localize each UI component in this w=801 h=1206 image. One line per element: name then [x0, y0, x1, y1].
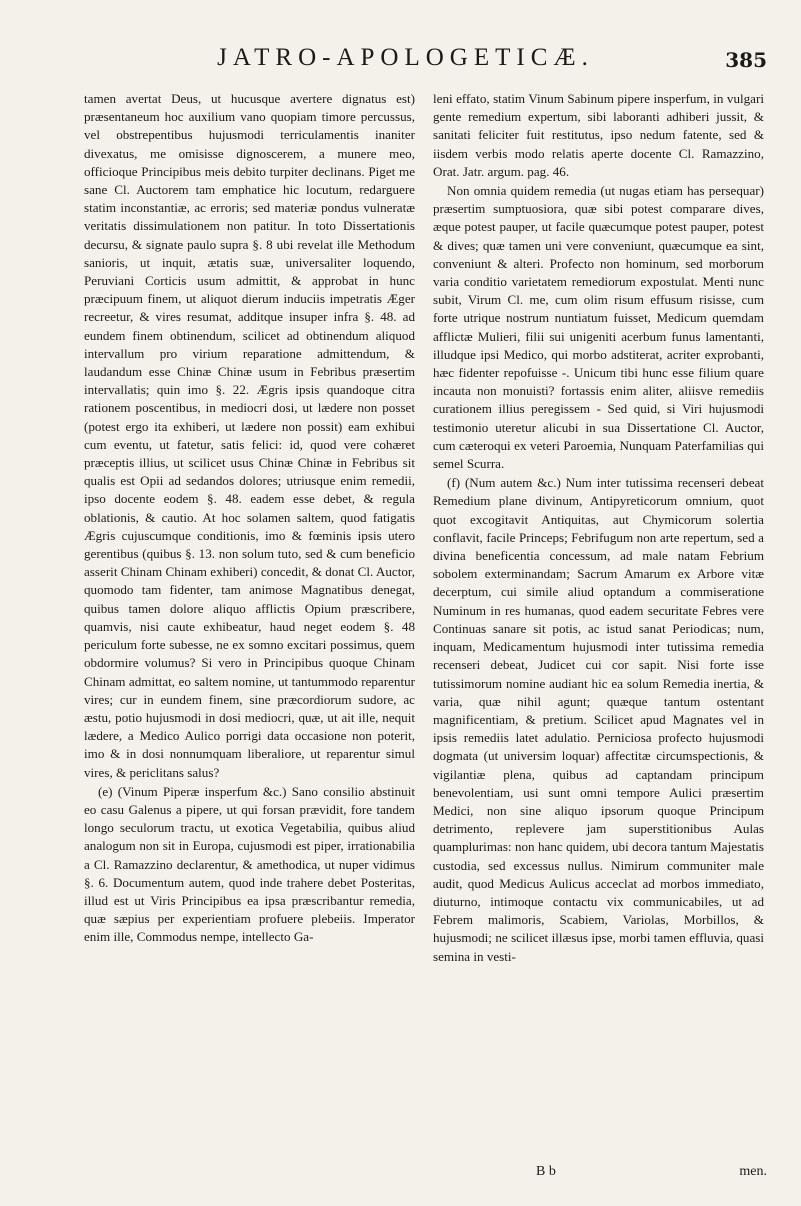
running-title: JATRO-APOLOGETICÆ. — [217, 44, 594, 71]
right-column — [433, 90, 764, 1200]
page-number: 385 — [725, 48, 767, 72]
paragraph: (f) (Num autem &c.) Num inter tutissima recenseri debeat Remedium plane divinum, Antipyreticorum omnium, quot quot excogitavit Antiquitas, aut Chymicorum solertia conflavit, facile Princeps; Febrifugum non arte repertum, sed a divina beneficentia concessum, ad male natam Febrium sobolem exterminandam; Sacrum Amarum ex Arbore vitæ decerptum, cui simile aliud optandum a commiseratione Numinum in res humanas, quod eadem securitate Febres vere Continuas sanare sit potis, ac istud sanat Periodicas; num, inquam, Medicamentum hujusmodi inter tutissima remedia recenseri debeat, Judicet cui cor sapit. Nisi forte isse tutissimorum nomine audiant hic ea solum Remedia inertia, & varia, quæ nihil agunt; quæque tantum ostentant magnificentiam, & pretium. Scilicet apud Magnates vel in ipsis remediis latet adulatio. Perniciosa profecto hujusmodi dogmata (ut universim loquar) affectitæ circumspectionis, & vigilantiæ plena, quibus ad captandam principum benevolentiam, usi sunt omni tempore Aulici præsertim Medici, non sine aliquo ipsorum quoque Principum detrimento, replevere jam superstitionibus Aulas quamplurimas: non hanc quidem, ubi decora tantum Majestatis custodia, sed excessus nullus. Nimirum communiter male audit, quod Medicus Aulicus acceclat ad morbos immediato, diuturno, intimoque contactu vix communicabiles, ut ad Febrem malimoris, Scabiem, Variolas, Morbillos, & hujusmodi; ne scilicet illæsus ipse, morbi tamen effluvia, quasi semina in vesti- — [433, 475, 764, 964]
paragraph: (e) (Vinum Piperæ insperfum &c.) Sano consilio abstinuit eo casu Galenus a pipere, ut qui forsan prævidit, fore tandem longo seculorum tractu, ut exotica Vegetabilia, quibus aliud analogum non sit in Europa, cujusmodi est piper, irrationabilia a Cl. Ramazzino declarentur, & amethodica, ut nuper vidimus §. 6. Documentum autem, quod inde trahere debet Posteritas, illud est ut Viris Principibus ea ipsa præscribantur remedia, quæ sæpius per experientiam profuere plebeiis. Imperator enim ille, Commodus nempe, intellecto Ga- — [84, 783, 415, 945]
signature-mark: B b — [536, 1164, 556, 1179]
paragraph: tamen avertat Deus, ut hucusque avertere dignatus est) præsentaneum hoc auxilium vano quopiam timore percussus, vel obstrepentibus hujusmodi terriculamentis inaniter divexatus, me omisisse dignoscerem, a munere meo, officioque Principibus meis debito turpiter declinans. Piget me sane Cl. Auctorem tam emphatice hic locutum, redarguere statim inconstantiæ, ac erroris; sed materiæ pondus vulneratæ veritatis dissimulationem non patitur. In toto Dissertationis decursu, & signate paulo supra §. 8 ubi revelat ille Methodum sanioris, ut inquit, ætatis suæ, universaliter loquendo, Peruviani Corticis usum admittit, & approbat in hunc præcipuum finem, ut aliquot dierum induciis impetratis Æger recreetur, & vires resumat, additque insuper infra §. 48. ad eundem finem obtinendum, scilicet ad obtinendum aliquod intervallum pro virium reparatione admittendum, & laudandum esse Chinæ Chinæ usum in Febribus præsertim intervallatis; quin imo §. 22. Ægris ipsis quandoque citra rationem poscentibus, in mediocri dosi, ut lædere non posset (potest ergo ita exhiberi, ut lædere non possit) eam exhibui cum eventu, ut fatetur, satis felici: id, quod vere cohæret præceptis illius, ut scilicet usus Chinæ Chinæ in Febribus sit qualis est Opii ad sedandos dolores; utriusque enim remedii, ipso docente eodem §. 48. eadem esse debet, & regula oblationis, & cautio. At hoc solamen saltem, quod fatigatis Ægris cujuscumque conditionis, imo & fœminis ipsis utero gerentibus (quibus §. 13. non solum tuto, sed & cum beneficio asserit Chinam Chinam exhiberi) concedit, & donat Cl. Auctor, quomodo tam fidenter, tam animose Magnatibus denegat, quibus tamen dolore aliquo afflictis Opium præscribere, quamvis, nisi caute exhibeatur, haud neget eodem §. 48 periculum forte subesse, ne ex somno excitari possimus, quem obdormire volumus? Si vero in Principibus quoque Chinam Chinam admittat, eo saltem nomine, ut tantummodo reparentur vires; cur in eundem finem, sine præcordiorum sudore, ac æstu, potio hujusmodi in dosi mediocri, quæ, ut ait ille, nequit lædere, a Medico Aulico porrigi data occasione non poterit, imo & in dosi nonnumquam liberaliore, ut reparentur simul vires, & periclitans salus? — [84, 91, 415, 780]
paragraph: leni effato, statim Vinum Sabinum pipere insperfum, in vulgari gente remedium expertum, sibi laboranti adhiberi jussit, & sanitati feliciter fuit restitutus, ipso nedum fatente, sed & iisdem verbis modo relatis aperte docente Cl. Ramazzino, Orat. Jatr. argum. pag. 46. — [433, 91, 764, 179]
text-columns — [84, 90, 767, 1200]
paragraph: Non omnia quidem remedia (ut nugas etiam has persequar) præsertim sumptuosiora, quæ sibi potest comparare dives, æque potest pauper, ut facile quæcumque potest pauper, potest & dives; quæ tamen uni vere conveniunt, quæcumque ea sint, conveniunt & alteri. Profecto non hominum, sed morborum varia conditio varietatem remediorum expostulat. Menti nunc subit, Virum Cl. me, cum olim risum effusum risisse, cum forte utrique nostrum nuntiatum fuisset, Medicum quemdam afflictæ Mulieri, filii sui unigeniti acerbum funus lamentanti, illudque ipsi Medico, qui morbo adstiterat, acriter exprobanti, hæc fidenter repofuisse -. Unicum tibi hunc esse filium quare incauta non monuisti? fortassis enim aliter, aliisve remediis curationem illius peregissem - Sed quid, si Viri hujusmodi testimonio uteretur alicubi in sua Dissertatione Cl. Auctor, cum cæteroqui ex veteri Paroemia, Nunquam Paterfamilias qui semel Scurra. — [433, 183, 764, 472]
catchword: men. — [739, 1164, 767, 1179]
page-header — [84, 44, 767, 90]
left-column — [84, 90, 415, 1200]
page-footer — [436, 1164, 767, 1180]
